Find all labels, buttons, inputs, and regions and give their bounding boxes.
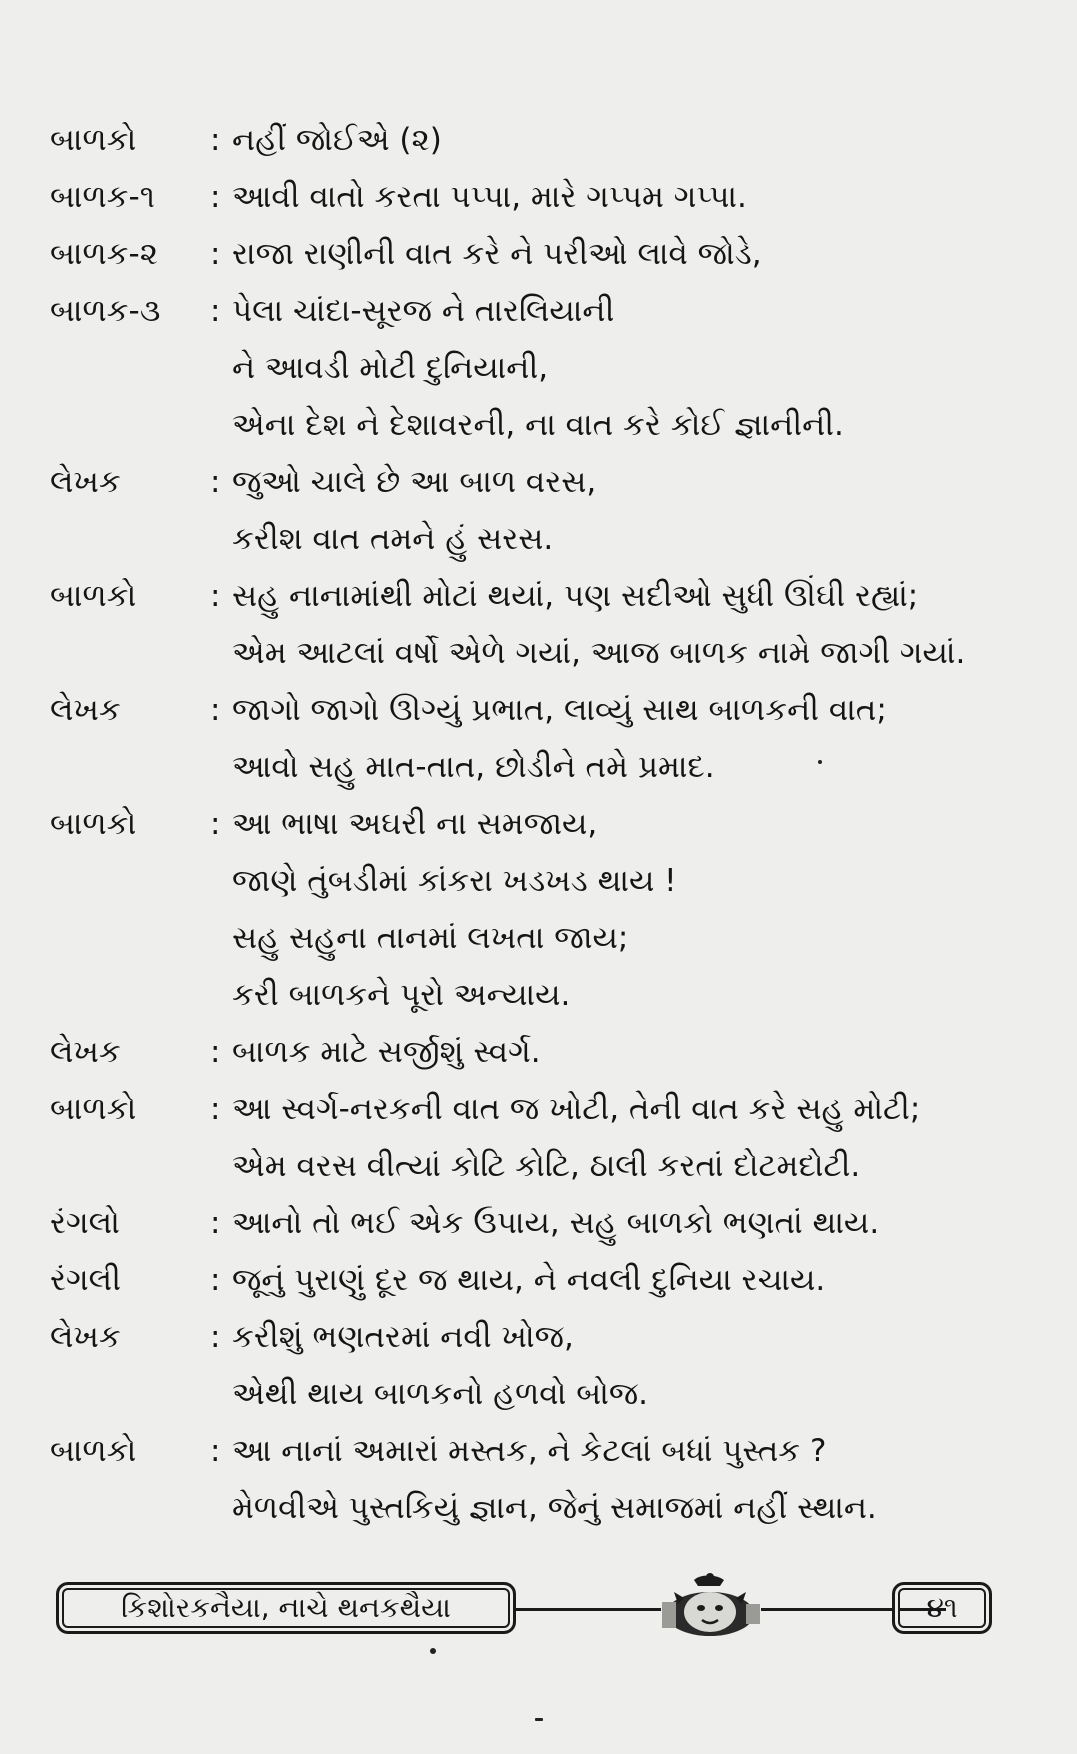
footer-rule-left (516, 1608, 661, 1611)
dialogue-entry (50, 1081, 1040, 1195)
dialogue-list (50, 112, 1040, 1537)
dialogue-entry (50, 454, 1040, 568)
speaker-label: લેખક (50, 1034, 121, 1070)
speaker-separator: : (210, 1319, 221, 1355)
speaker-separator: : (210, 464, 221, 500)
speaker-separator: : (210, 1205, 221, 1241)
page-footer (56, 1572, 991, 1646)
speaker-label: બાળકો (50, 578, 137, 614)
dialogue-line: આનો તો ભઈ એક ઉપાય, સહુ બાળકો ભણતાં થાય. (232, 1205, 880, 1241)
speaker-separator: : (210, 1262, 221, 1298)
dialogue-line: આ ભાષા અઘરી ના સમજાય, (232, 806, 598, 842)
dialogue-line: આ સ્વર્ગ-નરકની વાત જ ખોટી, તેની વાત કરે સહુ મોટી; (232, 1091, 921, 1127)
page-number: ૪૧ (892, 1582, 992, 1634)
dialogue-entry (50, 568, 1040, 682)
dialogue-line: રાજા રાણીની વાત કરે ને પરીઓ લાવે જોડે, (232, 236, 762, 272)
speaker-separator: : (210, 578, 221, 614)
dialogue-entry (50, 1195, 1040, 1252)
speaker-label: બાળકો (50, 122, 137, 158)
speaker-label: બાળક-૨ (50, 236, 158, 272)
dialogue-entry (50, 1309, 1040, 1423)
child-krishna-emblem-icon (654, 1572, 768, 1646)
speaker-label: રંગલો (50, 1205, 120, 1241)
speaker-label: રંગલી (50, 1262, 121, 1298)
dialogue-line: આ નાનાં અમારાં મસ્તક, ને કેટલાં બધાં પુસ્તક ? (232, 1433, 827, 1469)
dialogue-line: પેલા ચાંદા-સૂરજ ને તારલિયાની (232, 293, 615, 329)
dialogue-line: ને આવડી મોટી દુનિયાની, (232, 350, 549, 386)
speaker-label: લેખક (50, 1319, 121, 1355)
dialogue-line: નહીં જોઈએ (૨) (232, 122, 442, 158)
dialogue-line: આવો સહુ માત-તાત, છોડીને તમે પ્રમાદ. (232, 749, 715, 785)
print-speck (535, 1718, 543, 1721)
print-speck (818, 760, 822, 764)
speaker-separator: : (210, 179, 221, 215)
book-title: કિશોરકનૈયા, નાચે થનકથૈયા (56, 1582, 516, 1634)
dialogue-line: એના દેશ ને દેશાવરની, ના વાત કરે કોઈ જ્ઞાનીની. (232, 407, 844, 443)
speaker-label: બાળકો (50, 1091, 137, 1127)
speaker-separator: : (210, 692, 221, 728)
speaker-label: લેખક (50, 692, 121, 728)
dialogue-line: જાગો જાગો ઊગ્યું પ્રભાત, લાવ્યું સાથ બાળકની વાત; (232, 692, 887, 728)
speaker-label: બાળક-૧ (50, 179, 155, 215)
speaker-label: બાળક-૩ (50, 293, 161, 329)
dialogue-entry (50, 226, 1040, 283)
dialogue-line: એમ વરસ વીત્યાં કોટિ કોટિ, ઠાલી કરતાં દોટમદોટી. (232, 1148, 861, 1184)
dialogue-entry (50, 682, 1040, 796)
dialogue-line: એથી થાય બાળકનો હળવો બોજ. (232, 1376, 649, 1412)
speaker-label: બાળકો (50, 806, 137, 842)
dialogue-line: સહુ સહુના તાનમાં લખતા જાય; (232, 920, 629, 956)
dialogue-line: કરીશ વાત તમને હું સરસ. (232, 521, 554, 557)
dialogue-entry (50, 796, 1040, 1024)
dialogue-line: જુઓ ચાલે છે આ બાળ વરસ, (232, 464, 597, 500)
speaker-label: લેખક (50, 464, 121, 500)
dialogue-line: જાણે તુંબડીમાં કાંકરા ખડખડ થાય ! (232, 863, 677, 899)
dialogue-line: એમ આટલાં વર્ષો એળે ગયાં, આજ બાળક નામે જાગી ગયાં. (232, 635, 966, 671)
speaker-separator: : (210, 1433, 221, 1469)
speaker-separator: : (210, 1091, 221, 1127)
dialogue-line: જૂનું પુરાણું દૂર જ થાય, ને નવલી દુનિયા રચાય. (232, 1262, 826, 1298)
dialogue-entry (50, 169, 1040, 226)
speaker-separator: : (210, 806, 221, 842)
speaker-separator: : (210, 293, 221, 329)
dialogue-line: કરીશું ભણતરમાં નવી ખોજ, (232, 1319, 574, 1355)
dialogue-line: મેળવીએ પુસ્તકિયું જ્ઞાન, જેનું સમાજમાં નહીં સ્થાન. (232, 1490, 877, 1526)
dialogue-line: આવી વાતો કરતા પપ્પા, મારે ગપ્પમ ગપ્પા. (232, 179, 747, 215)
dialogue-entry (50, 283, 1040, 454)
print-speck (430, 1648, 436, 1654)
dialogue-line: સહુ નાનામાંથી મોટાં થયાં, પણ સદીઓ સુધી ઊંઘી રહ્યાં; (232, 578, 919, 614)
dialogue-entry (50, 1252, 1040, 1309)
speaker-label: બાળકો (50, 1433, 137, 1469)
dialogue-entry (50, 112, 1040, 169)
speaker-separator: : (210, 1034, 221, 1070)
speaker-separator: : (210, 236, 221, 272)
dialogue-entry (50, 1024, 1040, 1081)
dialogue-line: કરી બાળકને પૂરો અન્યાય. (232, 977, 571, 1013)
speaker-separator: : (210, 122, 221, 158)
dialogue-entry (50, 1423, 1040, 1537)
dialogue-line: બાળક માટે સર્જીશું સ્વર્ગ. (232, 1034, 541, 1070)
